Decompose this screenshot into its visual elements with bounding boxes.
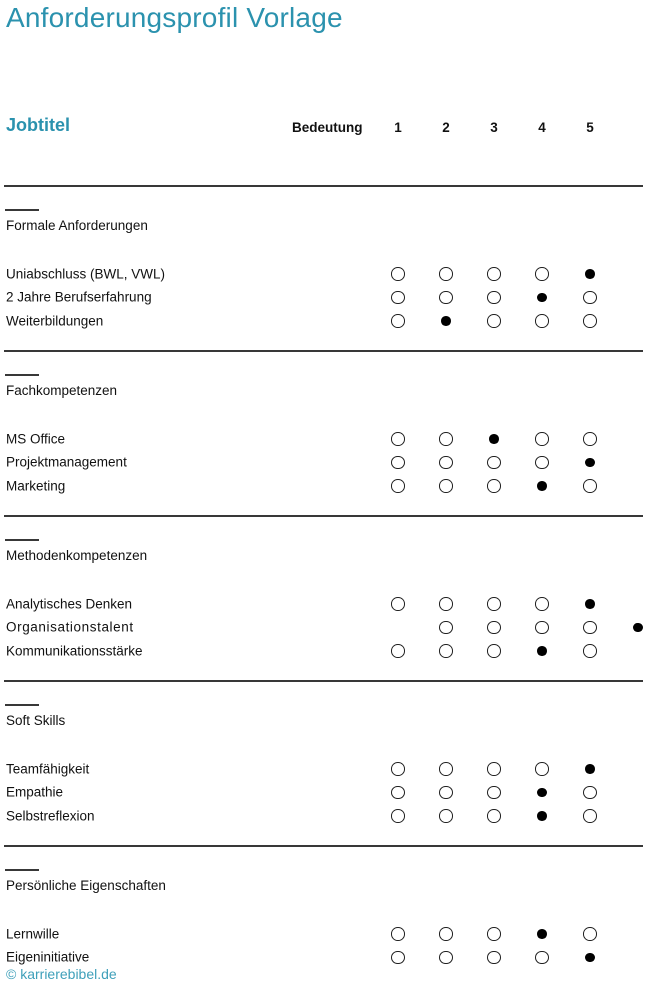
- rating-dot-empty[interactable]: [391, 951, 405, 965]
- rating-section: [4, 845, 643, 965]
- rating-dot-empty[interactable]: [583, 314, 597, 328]
- rating-dot-empty[interactable]: [583, 809, 597, 823]
- rating-cell-5[interactable]: [614, 616, 647, 640]
- requirement-label: Empathie: [6, 784, 64, 800]
- rating-scale: [374, 427, 614, 451]
- rating-cell-5[interactable]: [566, 804, 614, 828]
- rating-dot-selected[interactable]: [441, 316, 451, 326]
- rating-dot-empty[interactable]: [487, 314, 501, 328]
- rating-cell-2[interactable]: [422, 451, 470, 475]
- rating-dot-selected[interactable]: [585, 269, 595, 279]
- requirement-row: [4, 286, 643, 310]
- rating-cell-3[interactable]: [470, 946, 518, 970]
- rating-scale: [374, 474, 614, 498]
- rating-cell-3[interactable]: [470, 781, 518, 805]
- rating-dot-empty[interactable]: [487, 291, 501, 305]
- rating-dot-empty[interactable]: [439, 432, 453, 446]
- rating-dot-empty[interactable]: [535, 621, 549, 635]
- rating-cell-3[interactable]: [470, 474, 518, 498]
- section-line-stub: [5, 539, 39, 541]
- rating-cell-3[interactable]: [470, 451, 518, 475]
- rating-cell-1[interactable]: [374, 781, 422, 805]
- rating-cell-2[interactable]: [422, 757, 470, 781]
- rating-dot-empty[interactable]: [439, 786, 453, 800]
- rating-cell-4[interactable]: [518, 592, 566, 616]
- rating-cell-1[interactable]: [374, 757, 422, 781]
- rating-dot-selected[interactable]: [537, 481, 547, 491]
- rating-dot-selected[interactable]: [537, 929, 547, 939]
- rating-dot-selected[interactable]: [585, 764, 595, 774]
- rating-scale: [374, 451, 614, 475]
- rating-dot-empty[interactable]: [439, 479, 453, 493]
- page-title: Anforderungsprofil Vorlage: [6, 2, 343, 33]
- requirement-label: Weiterbildungen: [6, 313, 104, 329]
- section-rows: [4, 592, 643, 663]
- rating-dot-empty[interactable]: [391, 291, 405, 305]
- rating-cell-5[interactable]: [566, 592, 614, 616]
- rating-cell-5[interactable]: [566, 474, 614, 498]
- rating-cell-2[interactable]: [470, 616, 518, 640]
- rating-dot-empty[interactable]: [439, 291, 453, 305]
- rating-cell-1[interactable]: [374, 286, 422, 310]
- rating-dot-empty[interactable]: [391, 456, 405, 470]
- rating-cell-2[interactable]: [422, 639, 470, 663]
- requirement-row: [4, 427, 643, 451]
- section-title: Methodenkompetenzen: [6, 548, 148, 563]
- rating-cell-4[interactable]: [518, 922, 566, 946]
- requirement-label: Organisationstalent: [6, 619, 134, 635]
- scale-header-2: 2: [442, 120, 450, 135]
- requirement-row: [4, 474, 643, 498]
- rating-cell-5[interactable]: [566, 781, 614, 805]
- rating-dot-empty[interactable]: [439, 597, 453, 611]
- rating-scale: [374, 592, 614, 616]
- rating-dot-empty[interactable]: [583, 432, 597, 446]
- rating-dot-empty[interactable]: [535, 314, 549, 328]
- rating-cell-5[interactable]: [566, 286, 614, 310]
- rating-dot-empty[interactable]: [391, 927, 405, 941]
- section-line-stub: [5, 374, 39, 376]
- rating-cell-3[interactable]: [470, 427, 518, 451]
- rating-dot-selected[interactable]: [537, 293, 547, 303]
- rating-scale: [374, 286, 614, 310]
- rating-cell-4[interactable]: [518, 474, 566, 498]
- rating-cell-1[interactable]: [374, 639, 422, 663]
- rating-cell-5[interactable]: [566, 262, 614, 286]
- rating-dot-empty[interactable]: [391, 479, 405, 493]
- scale-header-5: 5: [586, 120, 594, 135]
- rating-dot-empty[interactable]: [583, 291, 597, 305]
- rating-cell-4[interactable]: [566, 616, 614, 640]
- rating-dot-empty[interactable]: [583, 927, 597, 941]
- rating-cell-3[interactable]: [470, 922, 518, 946]
- rating-dot-empty[interactable]: [487, 644, 501, 658]
- rating-section: [4, 350, 643, 515]
- requirement-label: Uniabschluss (BWL, VWL): [6, 266, 166, 282]
- rating-cell-4[interactable]: [518, 757, 566, 781]
- rating-section: [4, 680, 643, 845]
- requirement-row: [4, 639, 643, 663]
- rating-dot-empty[interactable]: [439, 456, 453, 470]
- rating-cell-5[interactable]: [566, 757, 614, 781]
- requirement-row: [4, 592, 643, 616]
- rating-cell-5[interactable]: [566, 639, 614, 663]
- rating-dot-empty[interactable]: [487, 809, 501, 823]
- job-title-placeholder[interactable]: Jobtitel: [6, 115, 71, 135]
- rating-dot-empty[interactable]: [535, 456, 549, 470]
- rating-cell-1[interactable]: [422, 616, 470, 640]
- rating-dot-empty[interactable]: [439, 927, 453, 941]
- rating-cell-3[interactable]: [518, 616, 566, 640]
- requirement-row: [4, 922, 643, 946]
- rating-cell-2[interactable]: [422, 474, 470, 498]
- scale-header-4: 4: [538, 120, 546, 135]
- rating-cell-4[interactable]: [518, 309, 566, 333]
- rating-dot-empty[interactable]: [487, 786, 501, 800]
- requirement-label: 2 Jahre Berufserfahrung: [6, 289, 152, 305]
- rating-cell-4[interactable]: [518, 262, 566, 286]
- rating-cell-5[interactable]: [566, 922, 614, 946]
- section-line-stub: [5, 209, 39, 211]
- rating-dot-empty[interactable]: [487, 597, 501, 611]
- requirement-label: Analytisches Denken: [6, 596, 133, 612]
- rating-cell-2[interactable]: [422, 427, 470, 451]
- rating-dot-empty[interactable]: [439, 951, 453, 965]
- rating-section: [4, 515, 643, 680]
- rating-cell-1[interactable]: [374, 309, 422, 333]
- section-line-stub: [5, 869, 39, 871]
- rating-dot-empty[interactable]: [439, 267, 453, 281]
- rating-cell-5[interactable]: [566, 946, 614, 970]
- rating-dot-empty[interactable]: [391, 314, 405, 328]
- scale-header-3: 3: [490, 120, 498, 135]
- rating-cell-1[interactable]: [374, 427, 422, 451]
- requirement-row: [4, 309, 643, 333]
- rating-dot-empty[interactable]: [487, 267, 501, 281]
- rating-dot-selected[interactable]: [633, 623, 643, 633]
- rating-cell-3[interactable]: [470, 639, 518, 663]
- section-title: Fachkompetenzen: [6, 383, 118, 398]
- rating-cell-2[interactable]: [422, 309, 470, 333]
- rating-cell-2[interactable]: [422, 286, 470, 310]
- rating-cell-1[interactable]: [374, 804, 422, 828]
- section-rows: [4, 427, 643, 498]
- rating-dot-empty[interactable]: [391, 644, 405, 658]
- requirement-row: [4, 781, 643, 805]
- section-line-stub: [5, 704, 39, 706]
- rating-cell-3[interactable]: [470, 309, 518, 333]
- rating-section: [4, 185, 643, 350]
- rating-dot-empty[interactable]: [391, 786, 405, 800]
- rating-scale: [374, 309, 614, 333]
- rating-cell-5[interactable]: [566, 451, 614, 475]
- rating-cell-3[interactable]: [470, 804, 518, 828]
- rating-dot-selected[interactable]: [585, 599, 595, 609]
- requirement-label: Projektmanagement: [6, 454, 127, 470]
- rating-cell-1[interactable]: [374, 592, 422, 616]
- rating-dot-empty[interactable]: [583, 621, 597, 635]
- requirement-label: MS Office: [6, 431, 66, 447]
- section-rows: [4, 262, 643, 333]
- section-rows: [4, 757, 643, 828]
- rating-dot-empty[interactable]: [439, 762, 453, 776]
- rating-cell-5[interactable]: [566, 427, 614, 451]
- rating-dot-empty[interactable]: [583, 644, 597, 658]
- rating-scale: [374, 262, 614, 286]
- rating-cell-4[interactable]: [518, 781, 566, 805]
- sections: [0, 185, 647, 965]
- rating-scale: [422, 616, 647, 640]
- rating-cell-4[interactable]: [518, 804, 566, 828]
- rating-cell-1[interactable]: [374, 474, 422, 498]
- rating-dot-empty[interactable]: [439, 621, 453, 635]
- rating-cell-2[interactable]: [422, 592, 470, 616]
- rating-dot-empty[interactable]: [487, 927, 501, 941]
- rating-dot-selected[interactable]: [537, 788, 547, 798]
- requirement-label: Lernwille: [6, 926, 60, 942]
- rating-dot-empty[interactable]: [487, 456, 501, 470]
- rating-scale: [374, 639, 614, 663]
- rating-dot-empty[interactable]: [439, 809, 453, 823]
- copyright-link[interactable]: © karrierebibel.de: [6, 966, 117, 982]
- rating-dot-selected[interactable]: [537, 811, 547, 821]
- rating-cell-1[interactable]: [374, 922, 422, 946]
- rating-dot-empty[interactable]: [391, 432, 405, 446]
- rating-dot-empty[interactable]: [391, 267, 405, 281]
- importance-column-header: Bedeutung: [292, 120, 363, 135]
- section-title: Persönliche Eigenschaften: [6, 878, 166, 893]
- rating-dot-empty[interactable]: [487, 479, 501, 493]
- rating-dot-empty[interactable]: [439, 644, 453, 658]
- rating-dot-empty[interactable]: [391, 809, 405, 823]
- rating-scale: [374, 781, 614, 805]
- rating-cell-4[interactable]: [518, 286, 566, 310]
- requirement-label: Selbstreflexion: [6, 808, 95, 824]
- rating-scale: [374, 804, 614, 828]
- rating-scale: [374, 757, 614, 781]
- rating-dot-empty[interactable]: [487, 621, 501, 635]
- rating-dot-empty[interactable]: [583, 479, 597, 493]
- rating-cell-1[interactable]: [374, 451, 422, 475]
- rating-dot-empty[interactable]: [391, 597, 405, 611]
- rating-dot-empty[interactable]: [535, 432, 549, 446]
- rating-cell-4[interactable]: [518, 946, 566, 970]
- requirement-row: [4, 757, 643, 781]
- rating-cell-3[interactable]: [470, 286, 518, 310]
- rating-cell-3[interactable]: [470, 757, 518, 781]
- document-header: [0, 0, 647, 185]
- section-title: Soft Skills: [6, 713, 66, 728]
- requirement-label: Eigeninitiative: [6, 949, 90, 965]
- requirement-label: Kommunikationsstärke: [6, 643, 143, 659]
- rating-dot-selected[interactable]: [585, 953, 595, 963]
- requirement-row: [4, 804, 643, 828]
- section-title: Formale Anforderungen: [6, 218, 148, 233]
- rating-cell-1[interactable]: [374, 946, 422, 970]
- rating-scale: [374, 922, 614, 946]
- rating-dot-empty[interactable]: [535, 762, 549, 776]
- rating-dot-empty[interactable]: [535, 951, 549, 965]
- rating-dot-empty[interactable]: [535, 267, 549, 281]
- rating-cell-2[interactable]: [422, 922, 470, 946]
- rating-dot-empty[interactable]: [535, 597, 549, 611]
- rating-cell-2[interactable]: [422, 804, 470, 828]
- scale-header-1: 1: [394, 120, 402, 135]
- requirement-label: Teamfähigkeit: [6, 761, 90, 777]
- rating-cell-4[interactable]: [518, 451, 566, 475]
- rating-cell-2[interactable]: [422, 781, 470, 805]
- rating-cell-2[interactable]: [422, 262, 470, 286]
- rating-dot-selected[interactable]: [489, 434, 499, 444]
- rating-dot-empty[interactable]: [391, 762, 405, 776]
- scale-header: [374, 120, 614, 135]
- rating-dot-empty[interactable]: [487, 951, 501, 965]
- rating-dot-selected[interactable]: [537, 646, 547, 656]
- rating-cell-2[interactable]: [422, 946, 470, 970]
- requirement-row: [4, 451, 643, 475]
- section-rows: [4, 922, 643, 969]
- rating-cell-3[interactable]: [470, 592, 518, 616]
- rating-scale: [374, 946, 614, 970]
- rating-dot-empty[interactable]: [583, 786, 597, 800]
- rating-cell-4[interactable]: [518, 639, 566, 663]
- rating-cell-5[interactable]: [566, 309, 614, 333]
- requirement-row: [4, 616, 643, 640]
- rating-dot-empty[interactable]: [487, 762, 501, 776]
- rating-cell-3[interactable]: [470, 262, 518, 286]
- requirement-label: Marketing: [6, 478, 66, 494]
- rating-cell-4[interactable]: [518, 427, 566, 451]
- rating-dot-selected[interactable]: [585, 458, 595, 468]
- rating-cell-1[interactable]: [374, 262, 422, 286]
- requirement-row: [4, 262, 643, 286]
